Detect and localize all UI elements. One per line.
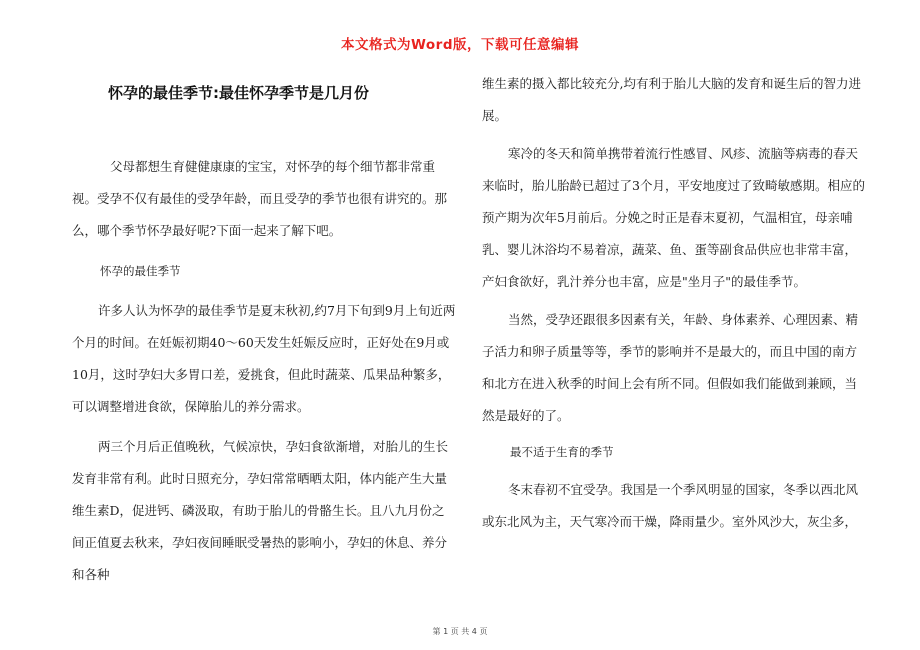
- left-column: [72, 70, 457, 591]
- word-format-banner: 本文格式为Word版，下载可任意编辑: [340, 37, 579, 53]
- paragraph-late-autumn: 两三个月后正值晚秋，气候凉快，孕妇食欲渐增，对胎儿的生长发育非常有利。此时日照充分，孕妇常常晒晒太阳，体内能产生大量维生素D，促进钙、磷汲取，有助于胎儿的骨骼生长。且八九月份之间正值夏去秋来，孕妇夜间睡眠受暑热的影响小，孕妇的休息、养分和各种: [72, 439, 449, 582]
- paragraph-winter-end: 冬末春初不宜受孕。我国是一个季风明显的国家，冬季以西北风或东北风为主，天气寒冷而干燥，降雨量少。室外风沙大，灰尘多，: [482, 482, 859, 529]
- page-title: 怀孕的最佳季节:最佳怀孕季节是几月份: [108, 84, 370, 102]
- right-column: [482, 70, 867, 538]
- paragraph-summer-autumn: 许多人认为怀孕的最佳季节是夏末秋初,约7月下旬到9月上旬近两个月的时间。在妊娠初期40～60天发生妊娠反应时，正好处在9月或10月，这时孕妇大多胃口差，爱挑食，但此时蔬菜、瓜果品种繁多，可以调整增进食欲，保障胎儿的养分需求。: [72, 303, 456, 414]
- paragraph-other-factors: 当然，受孕还跟很多因素有关，年龄、身体素养、心理因素、精子活力和卵子质量等等，季节的影响并不是最大的，而且中国的南方和北方在进入秋季的时间上会有所不同。但假如我们能做到兼顾，当然是最好的了。: [482, 312, 859, 423]
- section-heading-worst-season: 最不适于生育的季节: [510, 445, 614, 459]
- paragraph-winter-spring: 寒冷的冬天和简单携带着流行性感冒、风疹、流脑等病毒的春天来临时，胎儿胎龄已超过了3个月，平安地度过了致畸敏感期。相应的预产期为次年5月前后。分娩之时正是春末夏初，气温相宜，母亲哺乳、婴儿沐浴均不易着凉，蔬菜、鱼、蛋等副食品供应也非常丰富，产妇食欲好，乳汁养分也丰富，应是"坐月子"的最佳季节。: [482, 146, 865, 289]
- page-number-footer: 第 1 页 共 4 页: [432, 627, 488, 636]
- paragraph-continued: 维生素的摄入都比较充分,均有利于胎儿大脑的发育和诞生后的智力进展。: [482, 76, 861, 123]
- section-heading-best-season: 怀孕的最佳季节: [100, 264, 181, 278]
- intro-paragraph: 父母都想生育健健康康的宝宝，对怀孕的每个细节都非常重视。受孕不仅有最佳的受孕年龄，而且受孕的季节也很有讲究的。那么，哪个季节怀孕最好呢?下面一起来了解下吧。: [72, 159, 448, 238]
